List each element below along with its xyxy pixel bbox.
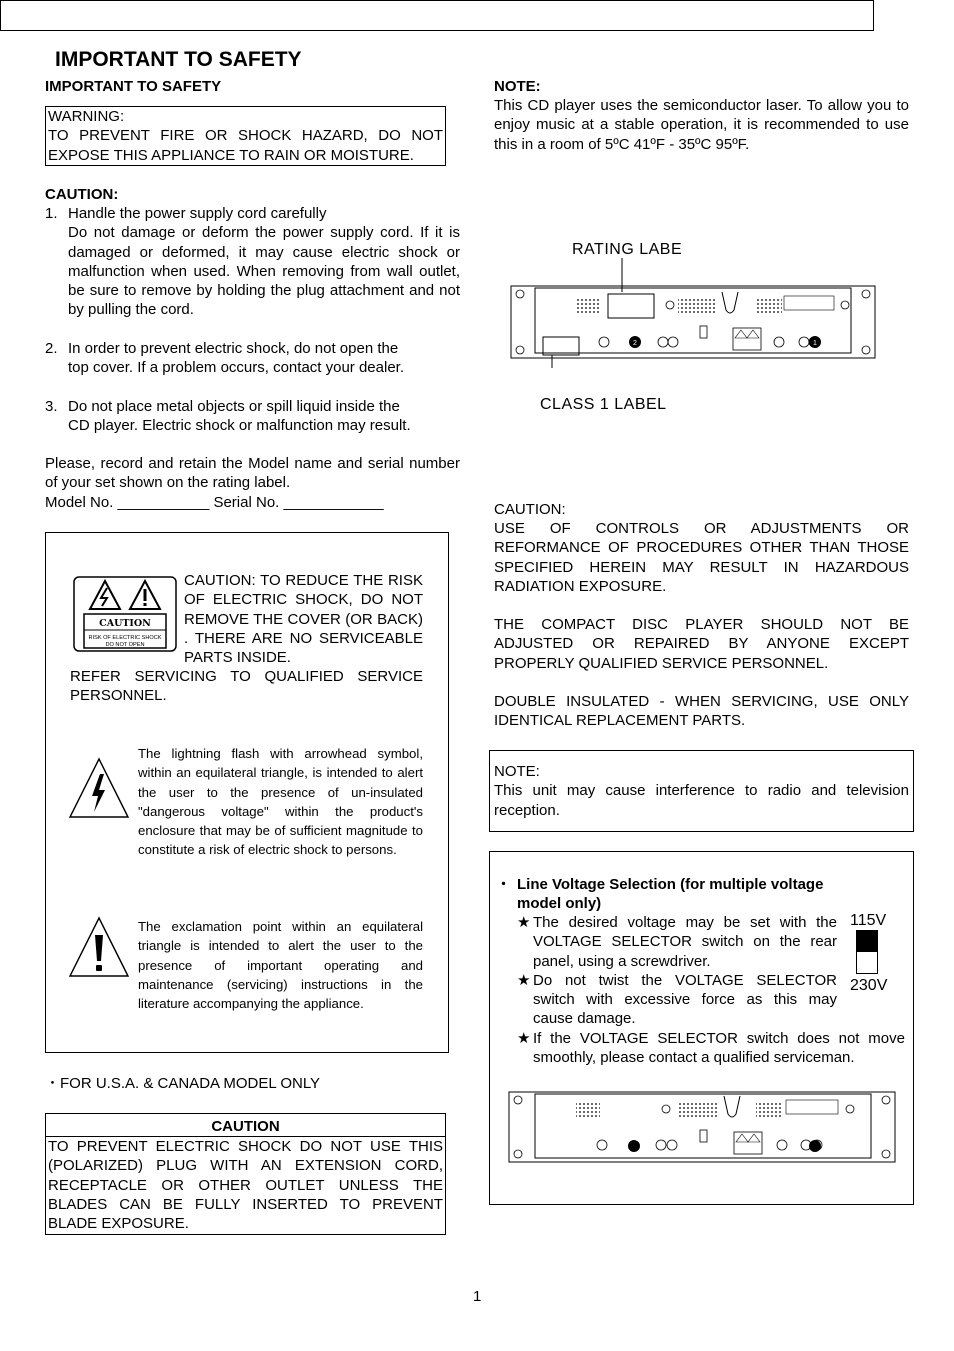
label-dno-text: DO NOT OPEN xyxy=(105,642,145,648)
voltage-selector-switch xyxy=(856,930,878,974)
plug-caution-box xyxy=(45,1113,446,1235)
item-number: 2. xyxy=(45,340,58,358)
item-number: 3. xyxy=(45,397,58,415)
rear-panel-diagram xyxy=(508,258,878,368)
rear-panel-diagram-voltage xyxy=(506,1090,898,1166)
lightning-triangle-icon xyxy=(67,756,131,820)
plug-caution-text: TO PREVENT ELECTRIC SHOCK DO NOT USE THIS (POLARIZED) PLUG WITH AN EXTENSION CORD, RECEPTACLE OR OTHER OUTLET UNLESS THE BLADES CAN BE FULLY INSERTED TO PREVENT BLADE EXPOSURE. xyxy=(48,1138,443,1233)
exclamation-triangle-icon xyxy=(67,915,131,979)
voltage-title: Line Voltage Selection (for multiple voltage model only) xyxy=(517,876,824,913)
list-item: ★ Do not twist the VOLTAGE SELECTOR switch with excessive force as this may cause damage. xyxy=(517,971,837,1029)
item-title: Do not place metal objects or spill liquid inside the xyxy=(68,397,400,415)
record-text: Please, record and retain the Model name and serial number of your set shown on the rating label. xyxy=(45,455,460,492)
note2-text: This unit may cause interference to radio and television reception. xyxy=(494,782,909,819)
voltage-bullet: ・ xyxy=(496,876,512,893)
item-body: CD player. Electric shock or malfunction may result. xyxy=(68,417,411,435)
interference-note-box xyxy=(489,750,914,832)
voltage-list-last xyxy=(517,1029,905,1068)
note2-heading: NOTE: xyxy=(494,763,540,780)
voltage-115-label: 115V xyxy=(850,912,887,929)
caution2-heading: CAUTION: xyxy=(494,501,566,518)
list-item xyxy=(45,339,460,378)
section-subtitle: IMPORTANT TO SAFETY xyxy=(45,78,222,95)
caution-list xyxy=(45,204,460,436)
voltage-230-label: 230V xyxy=(850,977,888,994)
panel-num-1: 1 xyxy=(813,340,817,347)
warning-box xyxy=(45,106,446,166)
voltage-list xyxy=(517,913,837,1029)
list-item xyxy=(45,204,460,320)
list-item: ★ If the VOLTAGE SELECTOR switch does not move smoothly, please contact a qualified serviceman. xyxy=(517,1029,905,1068)
page-number: 1 xyxy=(473,1288,482,1305)
list-item: ★ The desired voltage may be set with the VOLTAGE SELECTOR switch on the rear panel, using a screwdriver. xyxy=(517,913,837,971)
item-title: In order to prevent electric shock, do not open the xyxy=(68,340,399,358)
item-body: top cover. If a problem occurs, contact your dealer. xyxy=(68,359,405,377)
lightning-text: The lightning flash with arrowhead symbol, within an equilateral triangle, is intended to alert the user to the presence of un-insulated "dangerous voltage" within the product's enclosure that may be of sufficient magnitude to constitute a risk of electric shock to persons. xyxy=(138,746,423,858)
rating-label-caption: RATING LABE xyxy=(572,241,683,258)
header-box xyxy=(0,0,874,31)
compact-disc-text: THE COMPACT DISC PLAYER SHOULD NOT BE ADJUSTED OR REPAIRED BY ANYONE EXCEPT PROPERLY QUALIFIED SERVICE PERSONNEL. xyxy=(494,616,909,672)
exclamation-text: The exclamation point within an equilateral triangle is intended to alert the user to the presence of important operating and maintenance (servicing) instructions in the literature accompanying the appliance. xyxy=(138,919,423,1012)
page-title: IMPORTANT TO SAFETY xyxy=(55,48,302,71)
symbols-caution-text: CAUTION: TO REDUCE THE RISK OF ELECTRIC SHOCK, DO NOT REMOVE THE COVER (OR BACK) . THERE ARE NO SERVICEABLE PARTS INSIDE. xyxy=(184,572,423,667)
symbols-refer-text: REFER SERVICING TO QUALIFIED SERVICE PERSONNEL. xyxy=(70,668,423,705)
note-heading: NOTE: xyxy=(494,78,541,95)
label-caution-text: CAUTION xyxy=(99,618,151,629)
usa-canada-note: ・FOR U.S.A. & CANADA MODEL ONLY xyxy=(45,1075,321,1092)
panel-num-2: 2 xyxy=(633,340,637,347)
warning-text: TO PREVENT FIRE OR SHOCK HAZARD, DO NOT EXPOSE THIS APPLIANCE TO RAIN OR MOISTURE. xyxy=(48,127,443,164)
label-risk-text: RISK OF ELECTRIC SHOCK xyxy=(88,635,162,641)
note-text: This CD player uses the semiconductor laser. To allow you to enjoy music at a stable operation, it is recommended to use this in a room of 5ºC 41ºF - 35ºC 95ºF. xyxy=(494,97,909,153)
caution2-text: USE OF CONTROLS OR ADJUSTMENTS OR REFORMANCE OF PROCEDURES OTHER THAN THOSE SPECIFIED HEREIN MAY RESULT IN HAZARDOUS RADIATION EXPOSURE. xyxy=(494,520,909,595)
item-number: 1. xyxy=(45,205,58,222)
item-body: Do not damage or deform the power supply cord. If it is damaged or deformed, it may cause electric shock or malfunction when used. When removing from wall outlet, be sure to remove by holding the plug attachment and not by pulling the cord. xyxy=(68,224,460,319)
caution-label-icon xyxy=(73,576,177,652)
double-insulated-text: DOUBLE INSULATED - WHEN SERVICING, USE ONLY IDENTICAL REPLACEMENT PARTS. xyxy=(494,693,909,730)
class-label-caption: CLASS 1 LABEL xyxy=(540,396,667,413)
list-item xyxy=(45,397,460,436)
plug-caution-title: CAUTION xyxy=(211,1118,280,1135)
caution-heading: CAUTION: xyxy=(45,186,119,203)
item-title: Handle the power supply cord carefully xyxy=(68,205,327,222)
model-serial-line: Model No. ___________ Serial No. ____________ xyxy=(45,494,384,511)
warning-label: WARNING: xyxy=(48,108,125,125)
